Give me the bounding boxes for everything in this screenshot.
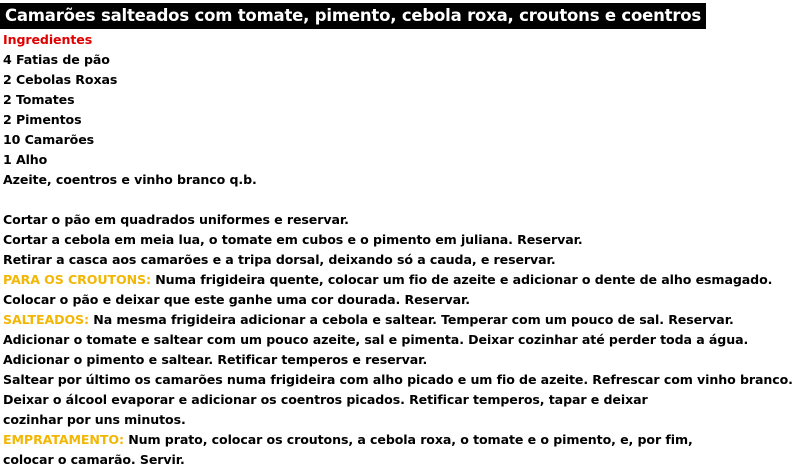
ingredient-item: 2 Tomates xyxy=(3,92,75,107)
ingredient-item: 2 Pimentos xyxy=(3,112,82,127)
recipe-body xyxy=(3,30,793,470)
step-text: Adicionar o pimento e saltear. Retificar temperos e reservar. xyxy=(3,352,428,367)
ingredient-item: 1 Alho xyxy=(3,152,48,167)
step-label-croutons: PARA OS CROUTONS: xyxy=(3,272,151,287)
step-text: Adicionar o tomate e saltear com um pouco azeite, sal e pimenta. Deixar cozinhar até perder toda a água. xyxy=(3,332,749,347)
step-text: Retirar a casca aos camarões e a tripa dorsal, deixando só a cauda, e reservar. xyxy=(3,252,556,267)
step-line xyxy=(3,390,695,430)
step-line xyxy=(3,310,734,330)
step-text: Colocar o pão e deixar que este ganhe uma cor dourada. Reservar. xyxy=(3,292,470,307)
ingredient-item: 4 Fatias de pão xyxy=(3,52,110,67)
ingredient-item: 2 Cebolas Roxas xyxy=(3,72,118,87)
step-line xyxy=(3,250,703,270)
step-text: Na mesma frigideira adicionar a cebola e saltear. Temperar com um pouco de sal. Reservar. xyxy=(88,312,734,327)
step-text: Num prato, colocar os croutons, a cebola roxa, o tomate e o pimento, e, por fim, colocar o camarão. Servir. xyxy=(3,432,693,467)
step-line xyxy=(3,430,695,470)
step-text: Deixar o álcool evaporar e adicionar os coentros picados. Retificar temperos, tapar e deixar cozinhar por uns minutos. xyxy=(3,392,648,427)
recipe-title: Camarões salteados com tomate, pimento, cebola roxa, croutons e coentros xyxy=(0,3,706,29)
step-text: Numa frigideira quente, colocar um fio de azeite e adicionar o dente de alho esmagado. xyxy=(150,272,773,287)
step-line xyxy=(3,330,749,350)
step-label-empratamento: EMPRATAMENTO: xyxy=(3,432,124,447)
step-line xyxy=(3,210,703,230)
step-line xyxy=(3,290,703,310)
step-text: Cortar a cebola em meia lua, o tomate em cubos e o pimento em juliana. Reservar. xyxy=(3,232,583,247)
step-line xyxy=(3,350,703,370)
step-line xyxy=(3,270,773,290)
step-text: Saltear por último os camarões numa frigideira com alho picado e um fio de azeite. Refrescar com vinho branco. xyxy=(3,372,793,387)
step-line xyxy=(3,370,793,390)
step-label-salteados: SALTEADOS: xyxy=(3,312,89,327)
ingredient-item: Azeite, coentros e vinho branco q.b. xyxy=(3,172,257,187)
section-spacer xyxy=(3,190,703,210)
ingredients-heading: Ingredientes xyxy=(3,32,93,47)
ingredient-item: 10 Camarões xyxy=(3,132,95,147)
step-text: Cortar o pão em quadrados uniformes e reservar. xyxy=(3,212,349,227)
step-line xyxy=(3,230,703,250)
